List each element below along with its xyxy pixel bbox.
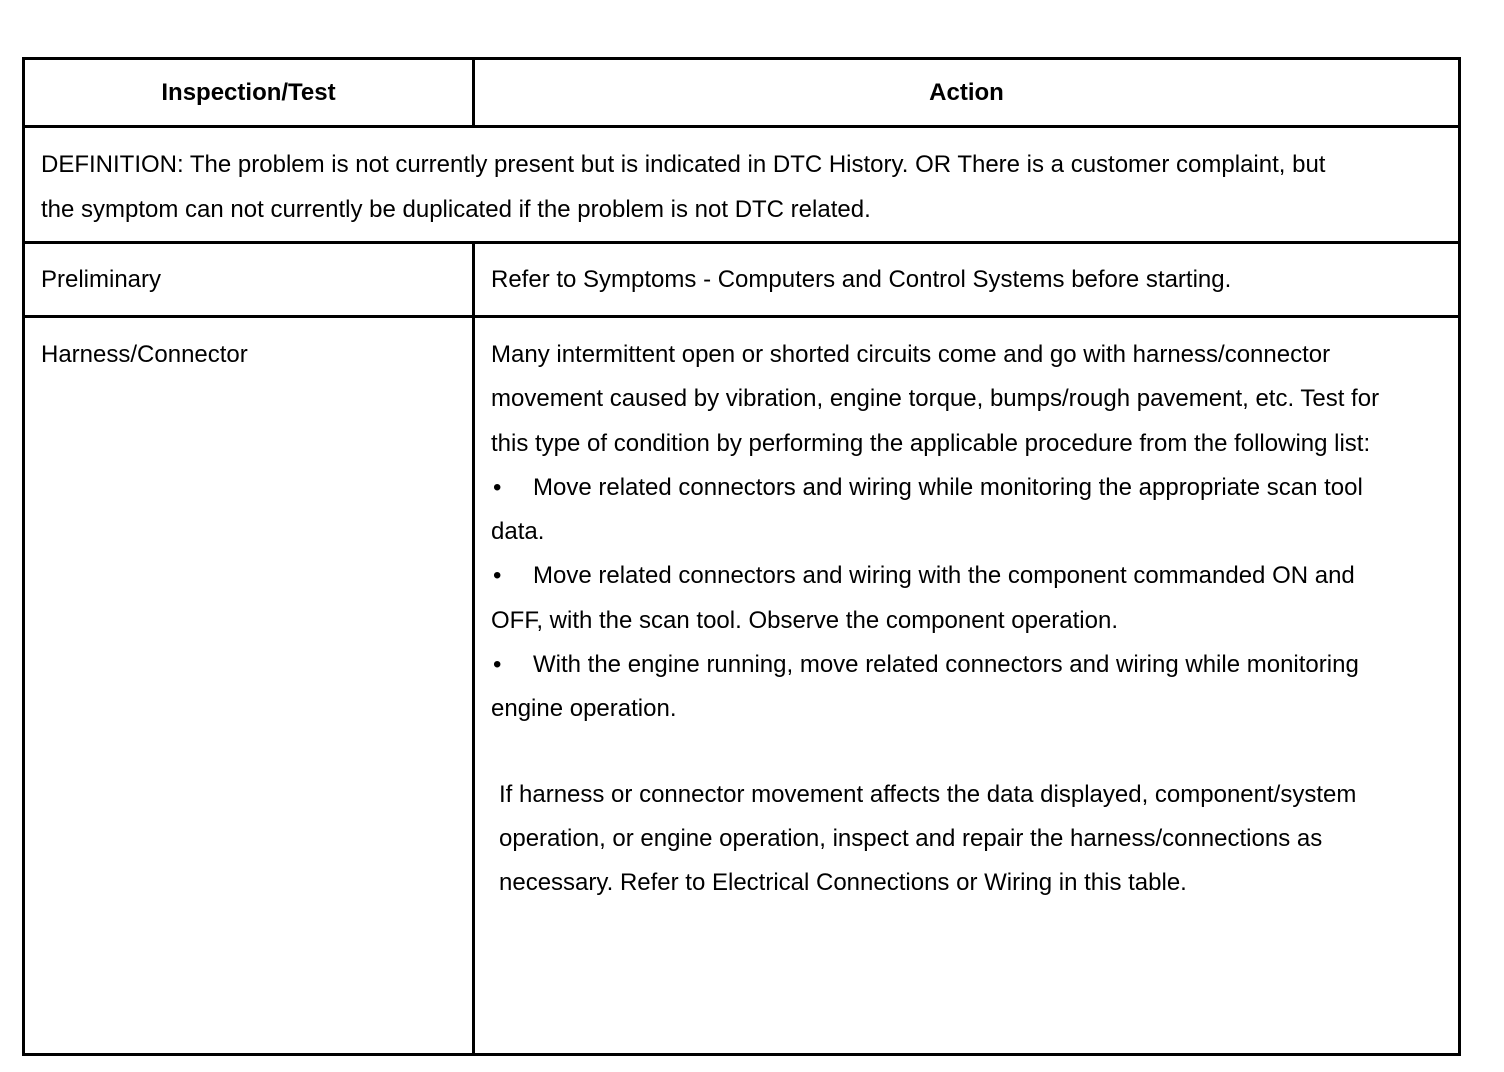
bullet-icon: • — [493, 651, 502, 679]
list-item-text: Move related connectors and wiring while monitoring the appropriate scan tool data. — [491, 473, 1363, 546]
inspection-preliminary: Preliminary — [41, 265, 162, 293]
inspection-harness-connector: Harness/Connector — [41, 341, 248, 368]
table-row — [24, 243, 1460, 317]
inspection-cell — [24, 243, 474, 317]
action-cell — [474, 243, 1460, 317]
action-cell — [474, 317, 1460, 1055]
action-conclusion: If harness or connector movement affects the data displayed, component/system operation, or engine operation, inspect and repair the harness/connections as necessary. Refer to Electrical Connections or Wiring in this table. — [499, 780, 1357, 897]
action-harness-connector — [475, 318, 1458, 906]
bullet-icon: • — [493, 562, 502, 590]
header-row — [24, 59, 1460, 127]
action-intro: Many intermittent open or shorted circuits come and go with harness/connector movement caused by vibration, engine torque, bumps/rough pavement, etc. Test for this type of condition by performing the applicable procedure from the following list: — [491, 341, 1380, 457]
table-row — [24, 317, 1460, 1055]
definition-row — [24, 127, 1460, 243]
action-preliminary: Refer to Symptoms - Computers and Control Systems before starting. — [491, 265, 1232, 293]
spacer — [491, 732, 1408, 773]
header-action: Action — [474, 59, 1460, 127]
bullet-icon: • — [493, 473, 502, 501]
list-item-text: With the engine running, move related connectors and wiring while monitoring engine operation. — [491, 651, 1359, 723]
diagnostic-table — [22, 57, 1461, 1056]
list-item — [491, 554, 1408, 643]
list-item — [491, 643, 1408, 732]
inspection-cell — [24, 317, 474, 1055]
definition-cell — [24, 127, 1460, 243]
definition-text: DEFINITION: The problem is not currently present but is indicated in DTC History. OR There is a customer complaint, but the symptom can not currently be duplicated if the problem is not DTC related. — [41, 151, 1326, 223]
header-inspection-test: Inspection/Test — [24, 59, 474, 127]
list-item-text: Move related connectors and wiring with the component commanded ON and OFF, with the scan tool. Observe the component operation. — [491, 562, 1355, 634]
list-item — [491, 466, 1408, 555]
